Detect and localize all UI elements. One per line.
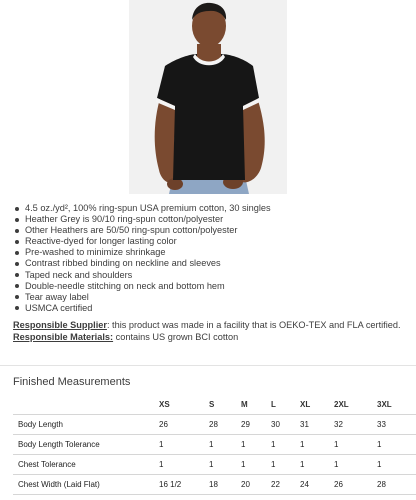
row-label: Chest Tolerance (13, 454, 159, 474)
size-header: S (209, 400, 215, 410)
model-wearing-black-ringer-tee-icon (129, 0, 287, 194)
table-cell: 1 (271, 434, 300, 454)
table-cell: 32 (334, 414, 377, 434)
table-cell: 1 (300, 434, 334, 454)
row-label: Chest Width (Laid Flat) (13, 474, 159, 494)
responsible-materials-text: contains US grown BCI cotton (113, 332, 239, 342)
table-cell: 18 (209, 474, 241, 494)
measurements-title: Finished Measurements (13, 376, 131, 388)
table-row (13, 414, 416, 434)
table-cell: 1 (241, 454, 271, 474)
table-cell: 1 (159, 454, 209, 474)
table-cell: 1 (377, 454, 416, 474)
table-cell: 1 (377, 434, 416, 454)
size-header: L (271, 400, 276, 410)
feature-item: Other Heathers are 50/50 ring-spun cotton/polyester (13, 225, 408, 236)
feature-item: 4.5 oz./yd², 100% ring-spun USA premium cotton, 30 singles (13, 203, 408, 214)
feature-list (13, 203, 408, 314)
table-cell: 29 (241, 414, 271, 434)
table-cell: 1 (159, 434, 209, 454)
table-cell: 31 (300, 414, 334, 434)
responsible-materials-label: Responsible Materials: (13, 332, 114, 342)
responsible-supplier-text: : this product was made in a facility that is OEKO-TEX and FLA certified. (106, 320, 401, 330)
responsible-supplier-note (13, 319, 408, 331)
size-header-row (13, 396, 416, 414)
table-cell: 28 (377, 474, 416, 494)
table-cell: 1 (209, 434, 241, 454)
table-cell: 1 (334, 454, 377, 474)
feature-item: Double-needle stitching on neck and bottom hem (13, 281, 408, 292)
table-cell: 28 (209, 414, 241, 434)
header-blank (13, 396, 159, 414)
table-cell: 1 (334, 434, 377, 454)
feature-item: Pre-washed to minimize shrinkage (13, 247, 408, 258)
feature-item: Reactive-dyed for longer lasting color (13, 236, 408, 247)
row-label: Body Length (13, 414, 159, 434)
table-cell: 30 (271, 414, 300, 434)
table-cell: 26 (334, 474, 377, 494)
product-photo[interactable] (129, 0, 287, 194)
size-header: XL (300, 400, 311, 410)
feature-item: USMCA certified (13, 303, 408, 314)
table-cell: 1 (300, 454, 334, 474)
size-header: 2XL (334, 400, 349, 410)
size-header: 3XL (377, 400, 392, 410)
feature-item: Contrast ribbed binding on neckline and sleeves (13, 258, 408, 269)
size-header: XS (159, 400, 170, 410)
table-cell: 24 (300, 474, 334, 494)
table-cell: 22 (271, 474, 300, 494)
responsible-supplier-label: Responsible Supplier (13, 320, 107, 330)
table-cell: 26 (159, 414, 209, 434)
responsibility-notes (13, 319, 408, 343)
table-cell: 33 (377, 414, 416, 434)
feature-item: Heather Grey is 90/10 ring-spun cotton/polyester (13, 214, 408, 225)
table-row (13, 474, 416, 494)
row-label: Body Length Tolerance (13, 434, 159, 454)
table-cell: 16 1/2 (159, 474, 209, 494)
table-row (13, 434, 416, 454)
measurements-table (13, 396, 416, 495)
table-row (13, 454, 416, 474)
table-cell: 1 (271, 454, 300, 474)
table-cell: 1 (209, 454, 241, 474)
responsible-materials-note (13, 331, 408, 343)
feature-item: Taped neck and shoulders (13, 270, 408, 281)
table-cell: 20 (241, 474, 271, 494)
feature-item: Tear away label (13, 292, 408, 303)
table-cell: 1 (241, 434, 271, 454)
size-header: M (241, 400, 248, 410)
section-divider (0, 365, 416, 366)
